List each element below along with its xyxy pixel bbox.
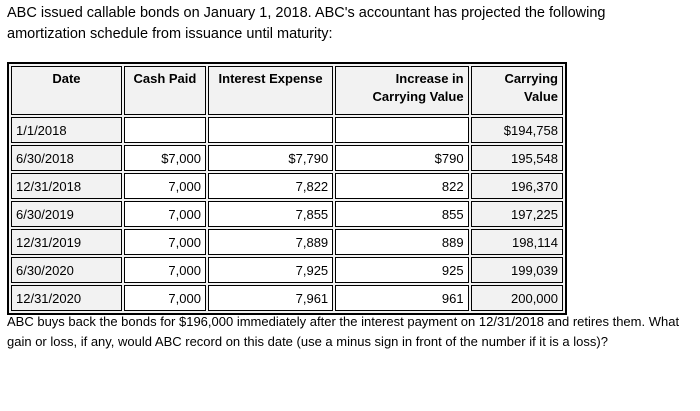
cell-carrying-value: $194,758 [471, 117, 563, 143]
cell-increase: 925 [335, 257, 468, 283]
cell-interest-expense: 7,889 [208, 229, 333, 255]
cell-carrying-value: 196,370 [471, 173, 563, 199]
cell-carrying-value: 200,000 [471, 285, 563, 311]
table-row [11, 145, 563, 171]
amortization-table [9, 64, 565, 313]
header-increase-line1: Increase in [395, 71, 464, 86]
header-row [11, 66, 563, 115]
cell-increase: 822 [335, 173, 468, 199]
table-row [11, 173, 563, 199]
table-row [11, 285, 563, 311]
cell-increase: $790 [335, 145, 468, 171]
cell-increase [335, 117, 468, 143]
cell-date: 12/31/2018 [11, 173, 122, 199]
cell-carrying-value: 198,114 [471, 229, 563, 255]
cell-cash-paid: 7,000 [124, 229, 206, 255]
table-row [11, 257, 563, 283]
header-interest-expense: Interest Expense [208, 66, 333, 115]
cell-date: 6/30/2019 [11, 201, 122, 227]
header-date: Date [11, 66, 122, 115]
cell-increase: 855 [335, 201, 468, 227]
cell-interest-expense: 7,822 [208, 173, 333, 199]
cell-interest-expense [208, 117, 333, 143]
header-increase-carrying-value [335, 66, 468, 115]
cell-cash-paid: 7,000 [124, 257, 206, 283]
header-carrying-line1: Carrying [504, 71, 558, 86]
cell-carrying-value: 199,039 [471, 257, 563, 283]
table-row [11, 201, 563, 227]
cell-increase: 961 [335, 285, 468, 311]
cell-cash-paid: $7,000 [124, 145, 206, 171]
cell-date: 6/30/2020 [11, 257, 122, 283]
header-increase-line2: Carrying Value [372, 89, 464, 104]
cell-increase: 889 [335, 229, 468, 255]
header-cash-paid: Cash Paid [124, 66, 206, 115]
cell-cash-paid: 7,000 [124, 285, 206, 311]
cell-interest-expense: 7,961 [208, 285, 333, 311]
amortization-schedule [7, 62, 567, 315]
cell-cash-paid: 7,000 [124, 173, 206, 199]
cell-interest-expense: $7,790 [208, 145, 333, 171]
cell-date: 12/31/2019 [11, 229, 122, 255]
cell-carrying-value: 195,548 [471, 145, 563, 171]
cell-date: 1/1/2018 [11, 117, 122, 143]
cell-carrying-value: 197,225 [471, 201, 563, 227]
cell-cash-paid [124, 117, 206, 143]
cell-interest-expense: 7,925 [208, 257, 333, 283]
cell-date: 12/31/2020 [11, 285, 122, 311]
table-row [11, 117, 563, 143]
cell-interest-expense: 7,855 [208, 201, 333, 227]
intro-paragraph: ABC issued callable bonds on January 1, 2018. ABC's accountant has projected the following amortization schedule from issuance until maturity: [7, 5, 606, 42]
header-carrying-line2: Value [524, 89, 558, 104]
cell-date: 6/30/2018 [11, 145, 122, 171]
header-carrying-value [471, 66, 563, 115]
question-paragraph: ABC buys back the bonds for $196,000 immediately after the interest payment on 12/31/2018 and retires them. What gain or loss, if any, would ABC record on this date (use a minus sign in front of the number if it is a loss)? [7, 314, 680, 349]
cell-cash-paid: 7,000 [124, 201, 206, 227]
table-row [11, 229, 563, 255]
